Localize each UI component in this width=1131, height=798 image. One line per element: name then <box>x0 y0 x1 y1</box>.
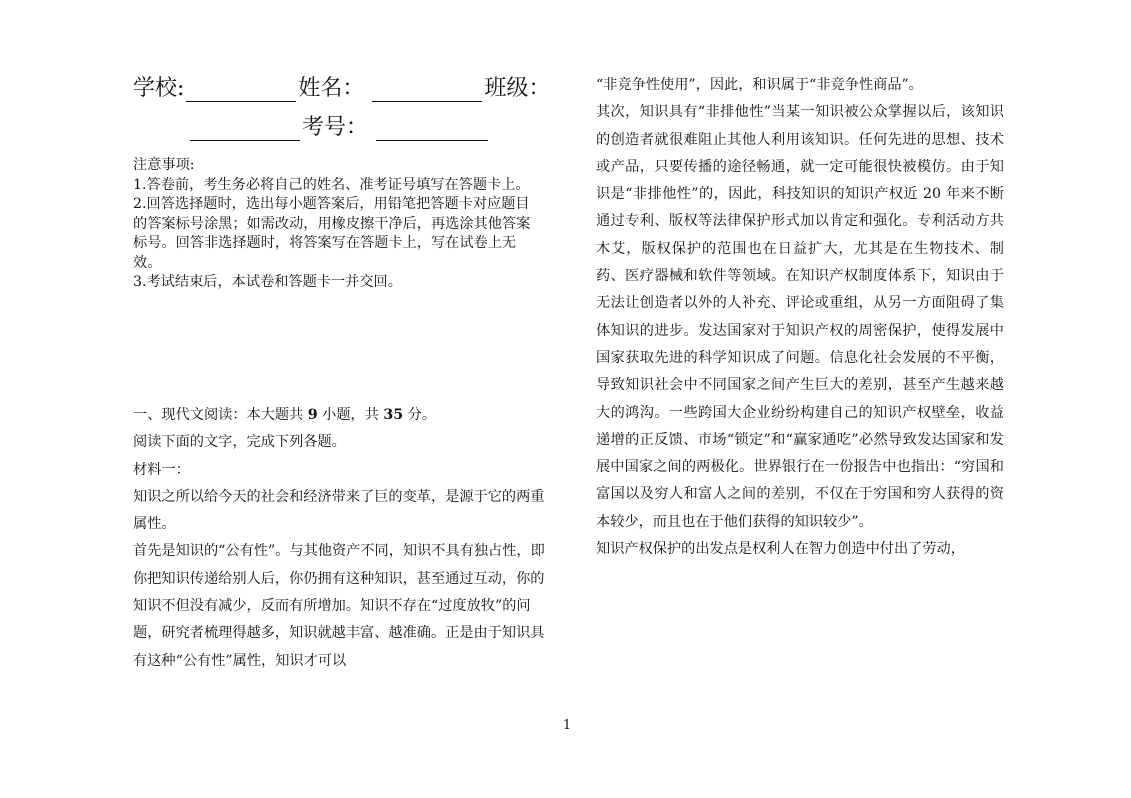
right-paragraph-3: 知识产权保护的出发点是权利人在智力创造中付出了劳动， <box>596 541 965 558</box>
header-row-2 <box>188 115 490 141</box>
notice-item-3: 3.考试结束后，本试卷和答题卡一并交回。 <box>133 274 402 290</box>
section-heading-prefix: 一、现代文阅读：本大题共 <box>133 407 308 423</box>
school-label: 学校: <box>133 76 185 101</box>
header-row-1 <box>133 76 550 102</box>
school-blank[interactable] <box>186 79 296 102</box>
section-question-count: 9 <box>307 407 318 423</box>
exam-no-blank[interactable] <box>376 118 488 141</box>
left-column <box>133 402 545 675</box>
section-heading-suffix: 分。 <box>403 407 437 423</box>
name-blank[interactable] <box>372 79 482 102</box>
section-heading-mid: 小题，共 <box>317 407 384 423</box>
notice-block <box>133 156 543 293</box>
section-heading <box>133 402 545 429</box>
page-number: 1 <box>562 718 572 733</box>
notice-item-2: 2.回答选择题时，选出每小题答案后，用铅笔把答题卡对应题目的答案标号涂黑；如需改动，用橡皮擦干净后，再选涂其他答案标号。回答非选择题时，将答案写在答题卡上，写在试卷上无效。 <box>133 196 531 271</box>
left-paragraph-1: 知识之所以给今天的社会和经济带来了巨的变革，是源于它的两重属性。 <box>133 488 545 533</box>
name-label: 姓名： <box>298 76 365 101</box>
right-column <box>596 72 1004 563</box>
material-label: 材料一： <box>133 461 190 478</box>
notice-item-1: 1.答卷前，考生务必将自己的姓名、准考证号填写在答题卡上。 <box>133 176 530 193</box>
extra-blank[interactable] <box>190 118 300 141</box>
right-paragraph-2: 其次，知识具有“非排他性”当某一知识被公众掌握以后，该知识的创造者就很难阻止其他人利用该知识。任何先进的思想、技术或产品，只要传播的途径畅通，就一定可能很快被模仿。由于知识是“非排他性”的，因此，科技知识的知识产权近 20 年来不断通过专利、版权等法律保护形式加以肯定和强化。专利活动方共木艾，版权保护的范围也在日益扩大，尤其是在生物技术、制药、医疗器械和软件等领域。在知识产权制度体系下，知识由于无法让创造者以外的人补充、评论或重组，从另一方面阻碍了集体知识的进步。发达国家对于知识产权的周密保护，使得发展中国家获取先进的科学知识成了问题。信息化社会发展的不平衡，导致知识社会中不同国家之间产生巨大的差别，甚至产生越来越大的鸿沟。一些跨国大企业纷纷构建自己的知识产权壁垒，收益递增的正反馈、市场“锁定”和“赢家通吃”必然导致发达国家和发展中国家之间的两极化。世界银行在一份报告中也指出：“穷国和富国以及穷人和富人之间的差别，不仅在于穷国和穷人获得的资本较少，而且也在于他们获得的知识较少”。 <box>596 104 1004 530</box>
notice-title: 注意事项: <box>133 157 195 173</box>
class-label: 班级： <box>484 76 551 101</box>
right-paragraph-1: “非竞争性使用”，因此，和识属于“非竞争性商品”。 <box>596 77 923 93</box>
section-score: 35 <box>383 407 404 423</box>
exam-no-label: 考号： <box>302 115 369 140</box>
section-instruction: 阅读下面的文字，完成下列各题。 <box>133 434 346 451</box>
left-paragraph-2: 首先是知识的“公有性”。与其他资产不同，知识不具有独占性，即你把知识传递给别人后，你仍拥有这种知识，甚至通过互动，你的知识不但没有减少，反而有所增加。知识不存在“过度放牧”的问题，研究者梳理得越多，知识就越丰富、越准确。正是由于知识具有这种“公有性”属性，知识才可以 <box>133 543 545 669</box>
